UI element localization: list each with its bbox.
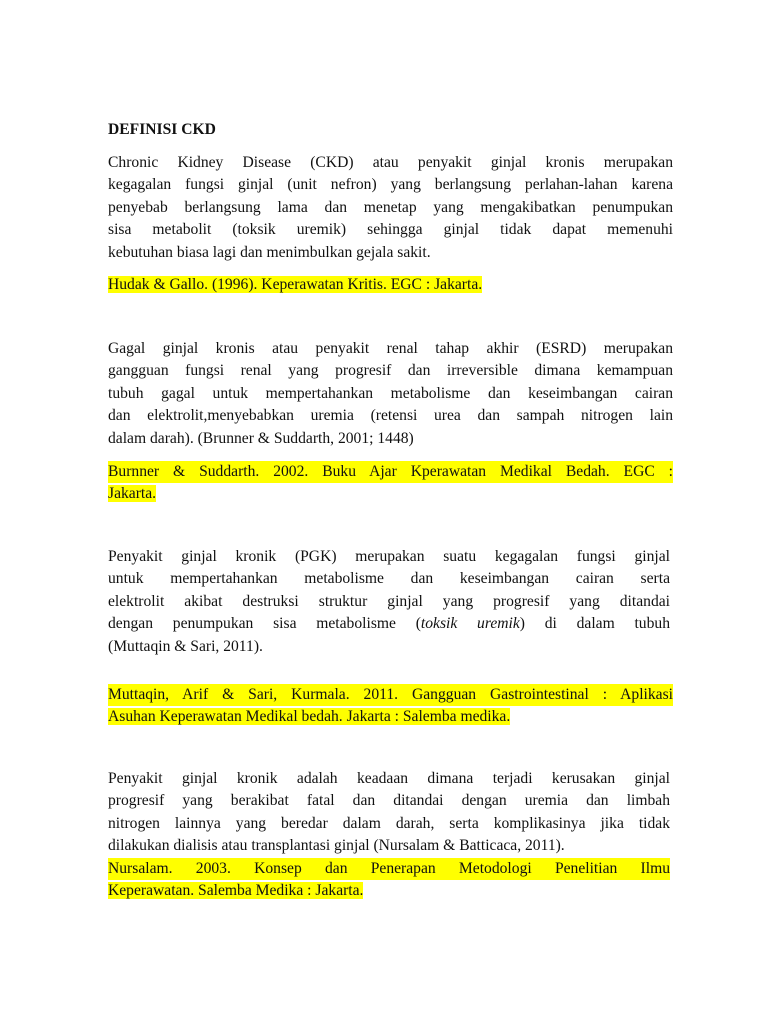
- definition-paragraph-4: [108, 768, 670, 902]
- paragraph-line: Gagal ginjal kronis atau penyakit renal tahap akhir (ESRD) merupakan: [108, 340, 673, 357]
- paragraph-line: gangguan fungsi renal yang progresif dan irreversible dimana kemampuan: [108, 362, 673, 380]
- paragraph-line: dalam darah). (Brunner & Suddarth, 2001; 1448): [108, 429, 414, 447]
- definition-paragraph-1: [108, 152, 673, 264]
- highlighted-reference: Nursalam. 2003. Konsep dan Penerapan Metodologi Penelitian Ilmu: [108, 858, 670, 880]
- text-run: ) di dalam tubuh: [519, 615, 670, 633]
- paragraph-line: elektrolit akibat destruksi struktur ginjal yang progresif yang ditandai: [108, 592, 670, 610]
- paragraph-line: untuk mempertahankan metabolisme dan keseimbangan cairan serta: [108, 570, 670, 588]
- highlighted-reference: Keperawatan. Salemba Medika : Jakarta.: [108, 882, 364, 900]
- highlighted-reference: Burnner & Suddarth. 2002. Buku Ajar Kperawatan Medikal Bedah. EGC :: [108, 461, 673, 483]
- paragraph-line: kebutuhan biasa lagi dan menimbulkan gejala sakit.: [108, 243, 431, 261]
- highlighted-reference: Asuhan Keperawatan Medikal bedah. Jakarta : Salemba medika.: [108, 708, 511, 726]
- definition-paragraph-2: [108, 338, 673, 450]
- paragraph-line: nitrogen lainnya yang beredar dalam darah, serta komplikasinya jika tidak: [108, 814, 670, 832]
- reference-2: [108, 461, 673, 506]
- reference-1: [108, 274, 673, 296]
- paragraph-line: sisa metabolit (toksik uremik) sehingga ginjal tidak dapat memenuhi: [108, 221, 673, 239]
- highlighted-reference: Muttaqin, Arif & Sari, Kurmala. 2011. Gangguan Gastrointestinal : Aplikasi: [108, 684, 673, 706]
- paragraph-line: Penyakit ginjal kronik (PGK) merupakan suatu kegagalan fungsi ginjal: [108, 548, 670, 565]
- text-run: dengan penumpukan sisa metabolisme (: [108, 615, 421, 633]
- paragraph-line: penyebab berlangsung lama dan menetap yang mengakibatkan penumpukan: [108, 198, 673, 216]
- paragraph-line: Chronic Kidney Disease (CKD) atau penyakit ginjal kronis merupakan: [108, 154, 673, 171]
- paragraph-line: progresif yang berakibat fatal dan ditandai dengan uremia dan limbah: [108, 792, 670, 810]
- paragraph-line: tubuh gagal untuk mempertahankan metabolisme dan keseimbangan cairan: [108, 384, 673, 402]
- highlighted-reference: Hudak & Gallo. (1996). Keperawatan Kritis. EGC : Jakarta.: [108, 276, 483, 293]
- paragraph-line: Penyakit ginjal kronik adalah keadaan dimana terjadi kerusakan ginjal: [108, 770, 670, 787]
- paragraph-line: [108, 613, 670, 635]
- paragraph-line: dan elektrolit,menyebabkan uremia (retensi urea dan sampah nitrogen lain: [108, 407, 673, 425]
- italic-term: toksik uremik: [420, 615, 520, 633]
- page-title: DEFINISI CKD: [108, 121, 216, 138]
- paragraph-line: (Muttaqin & Sari, 2011).: [108, 637, 263, 655]
- paragraph-line: dilakukan dialisis atau transplantasi ginjal (Nursalam & Batticaca, 2011).: [108, 837, 565, 855]
- paragraph-line: kegagalan fungsi ginjal (unit nefron) yang berlangsung perlahan-lahan karena: [108, 176, 673, 194]
- reference-3: [108, 684, 673, 729]
- highlighted-reference: Jakarta.: [108, 485, 157, 503]
- definition-paragraph-3: [108, 546, 670, 658]
